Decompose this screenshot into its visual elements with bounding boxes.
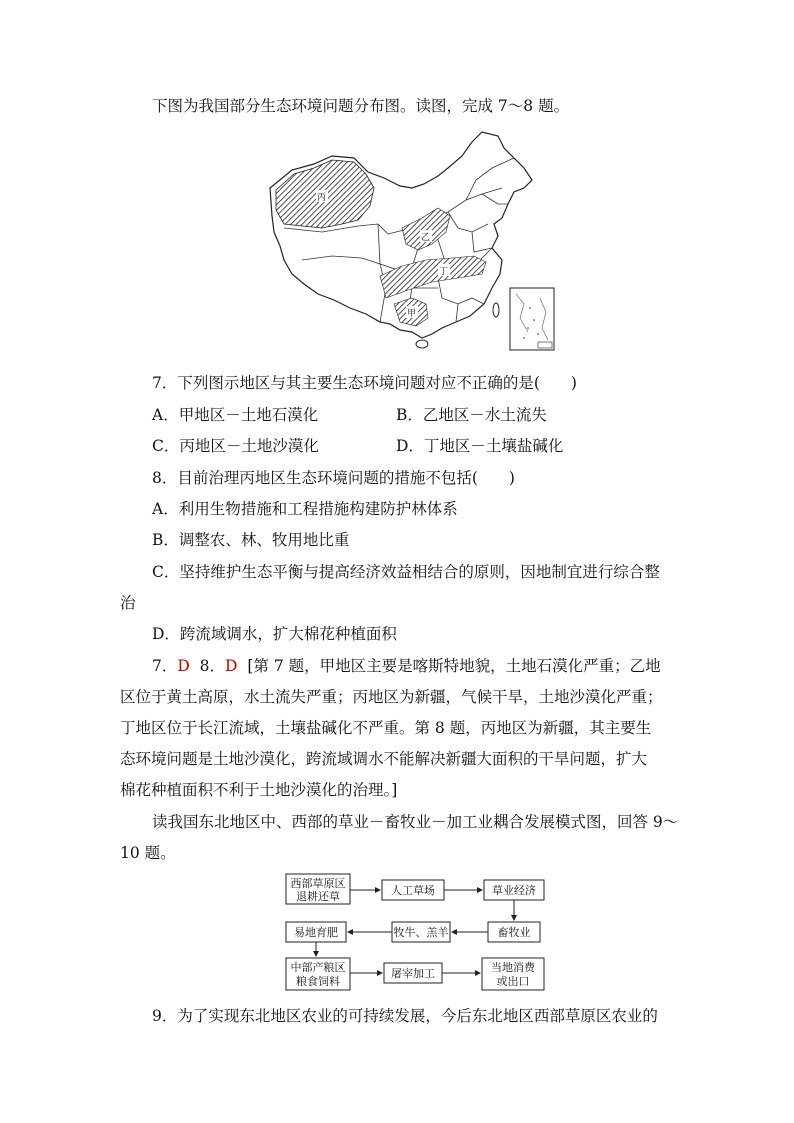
answer-line-4: 态环境问题是土地沙漠化，跨流域调水不能解决新疆大面积的干旱问题，扩大: [120, 750, 648, 768]
q8-num: 8．: [199, 657, 226, 675]
answer-line-1: [152, 656, 661, 676]
answer-line-5: 棉花种植面积不利于土地沙漠化的治理。]: [120, 781, 398, 799]
label-jia: 甲: [407, 309, 417, 319]
q8-option-d: D．跨流域调水，扩大棉花种植面积: [152, 625, 397, 643]
answer-line-2: 区位于黄土高原，水土流失严重；丙地区为新疆，气候干旱，土地沙漠化严重；: [120, 688, 663, 706]
q8-answer: D: [225, 657, 238, 675]
box7-line2: 粮食饲料: [296, 975, 340, 988]
box5-text: 牧牛、羔羊: [393, 926, 449, 939]
label-ding: 丁: [439, 267, 449, 277]
intro-7-8: 下图为我国部分生态环境问题分布图。读图，完成 7～8 题。: [152, 97, 570, 115]
q7-num: 7．: [152, 657, 178, 675]
q7-option-a: A．甲地区－土地石漠化: [152, 406, 319, 424]
answer-line-3: 丁地区位于长江流域，土壤盐碱化不严重。第 8 题，丙地区为新疆，其主要生: [120, 719, 652, 737]
box9-line2: 或出口: [496, 975, 530, 988]
box4-text: 畜牧业: [497, 926, 531, 939]
q7-option-c: C．丙地区－土地沙漠化: [152, 437, 319, 455]
box7-line1: 中部产粮区: [290, 961, 346, 974]
coupled-development-diagram: [282, 872, 552, 994]
china-eco-map: [262, 128, 562, 354]
q7-option-d: D．丁地区－土壤盐碱化: [396, 437, 564, 455]
box9-line1: 当地消费: [491, 961, 535, 974]
q8-stem: 8．目前治理丙地区生态环境问题的措施不包括( ): [152, 469, 515, 487]
label-bing: 丙: [317, 193, 327, 203]
box8-text: 屠宰加工: [391, 967, 435, 980]
answer-explanation-1: [第 7 题，甲地区主要是喀斯特地貌，土地石漠化严重；乙地: [247, 657, 661, 675]
q7-option-b: B．乙地区－水土流失: [396, 406, 547, 424]
intro-9-10-cont: 10 题。: [120, 844, 176, 862]
box1-line1: 西部草原区: [290, 877, 346, 890]
box1-line2: 退耕还草: [296, 890, 340, 903]
q8-option-b: B．调整农、林、牧用地比重: [152, 531, 350, 549]
intro-9-10: 读我国东北地区中、西部的草业－畜牧业－加工业耦合发展模式图，回答 9～: [152, 813, 679, 831]
q7-answer: D: [177, 657, 190, 675]
q8-option-a: A．利用生物措施和工程措施构建防护林体系: [152, 500, 458, 518]
label-yi: 乙: [421, 233, 431, 243]
q8-option-c-cont: 治: [120, 594, 136, 612]
q7-stem: 7．下列图示地区与其主要生态环境问题对应不正确的是( ): [152, 374, 577, 392]
q9-stem: 9．为了实现东北地区农业的可持续发展，今后东北地区西部草原区农业的: [152, 1007, 658, 1025]
south-china-sea-inset: [510, 288, 554, 350]
box3-text: 草业经济: [492, 884, 536, 897]
box6-text: 易地育肥: [294, 926, 338, 939]
box2-text: 人工草场: [391, 884, 435, 897]
q8-option-c: C．坚持维护生态平衡与提高经济效益相结合的原则，因地制宜进行综合整: [152, 563, 660, 581]
